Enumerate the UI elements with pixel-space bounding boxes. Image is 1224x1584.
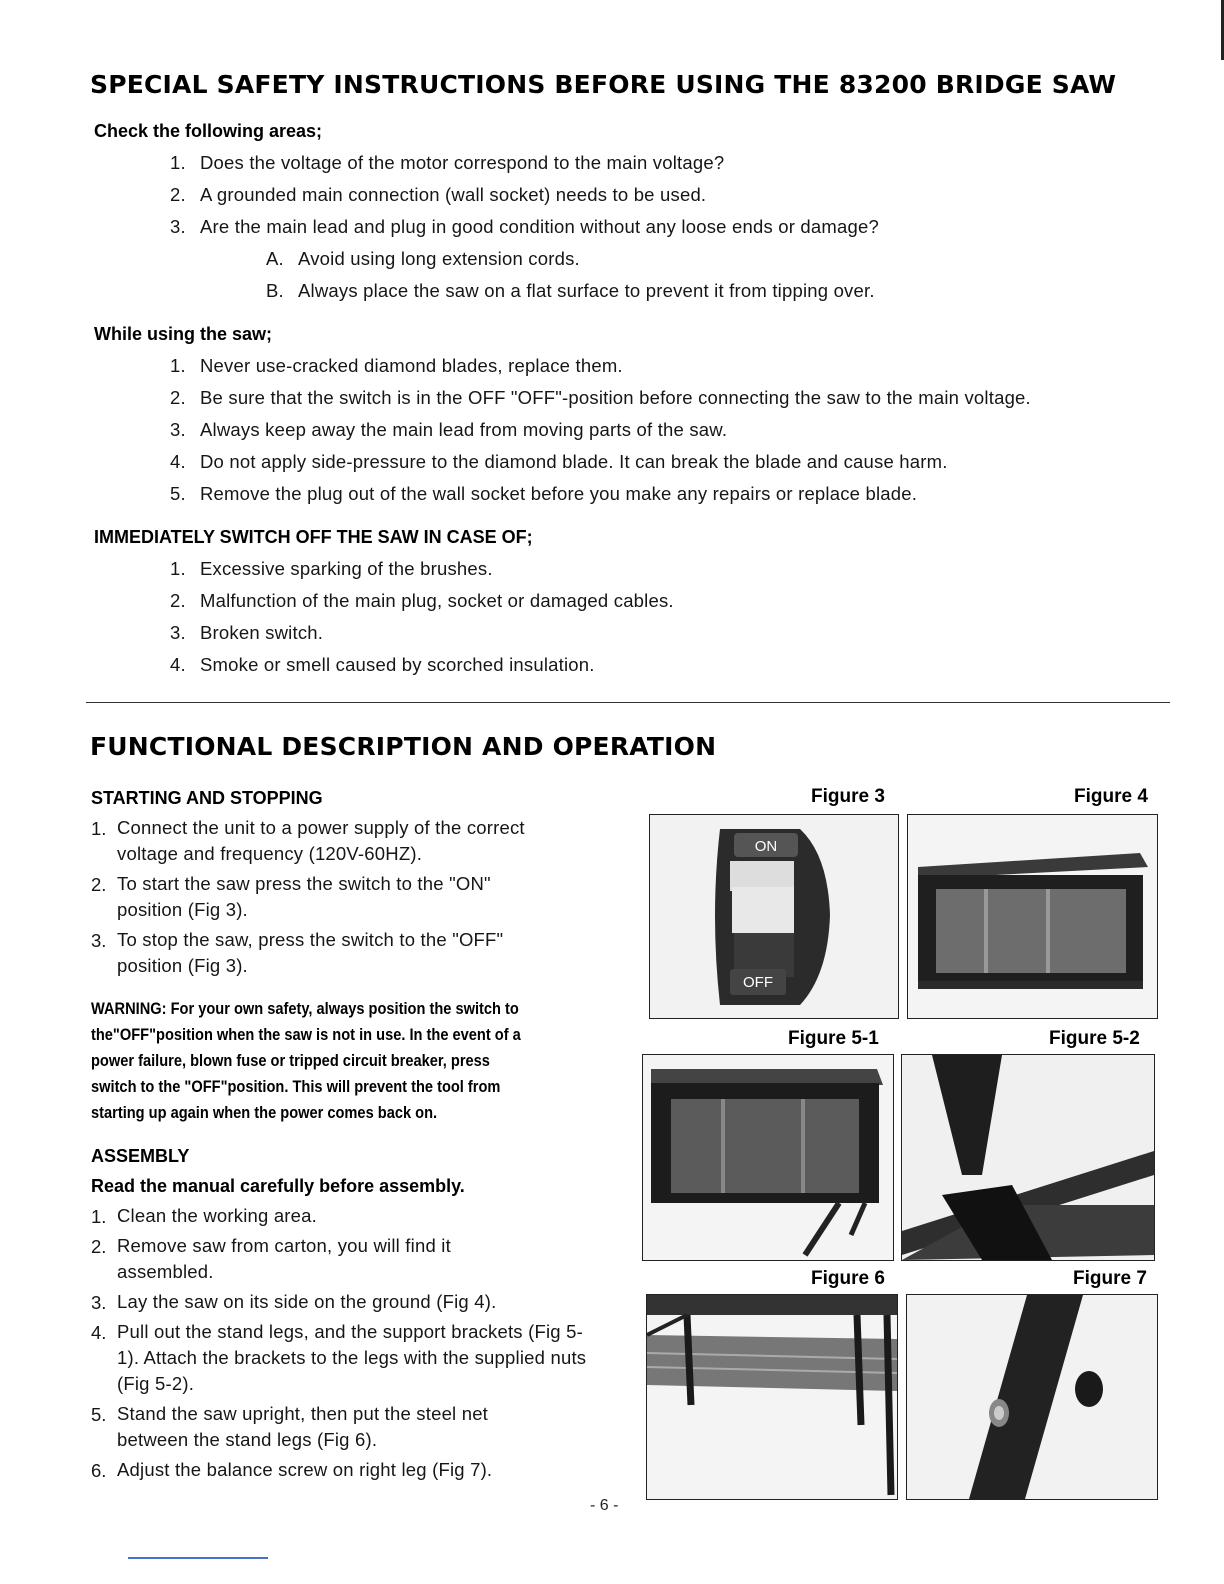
item-number: 4.	[170, 654, 186, 675]
functional-title: FUNCTIONAL DESCRIPTION AND OPERATION	[90, 732, 717, 761]
subitem-text: Always place the saw on a flat surface to prevent it from tipping over.	[298, 280, 875, 301]
list-subitem	[266, 248, 580, 270]
figure-6-image	[646, 1294, 898, 1500]
steel-net-photo	[647, 1295, 897, 1499]
item-text: To stop the saw, press the switch to the "OFF" position (Fig 3).	[117, 929, 504, 976]
item-text: Be sure that the switch is in the OFF "OFF"-position before connecting the saw to the main voltage.	[200, 387, 1031, 408]
subitem-letter: B.	[266, 280, 284, 301]
figure-7-image	[906, 1294, 1158, 1500]
item-number: 1.	[91, 1206, 107, 1227]
item-number: 1.	[170, 558, 186, 579]
subitem-text: Avoid using long extension cords.	[298, 248, 580, 269]
item-number: 2.	[91, 874, 107, 895]
item-text: Clean the working area.	[117, 1205, 317, 1226]
item-number: 5.	[170, 483, 186, 504]
list-item	[170, 451, 948, 473]
footer-mark	[128, 1557, 268, 1559]
list-item	[170, 387, 1031, 409]
item-number: 3.	[91, 930, 107, 951]
item-number: 2.	[170, 184, 186, 205]
item-number: 5.	[91, 1404, 107, 1425]
figure-3-image	[649, 814, 899, 1019]
assembly-heading: ASSEMBLY	[91, 1146, 190, 1166]
figure-7-label: Figure 7	[1073, 1268, 1147, 1289]
item-text: Lay the saw on its side on the ground (Fig 4).	[117, 1291, 497, 1312]
list-item	[170, 590, 674, 612]
item-text: Stand the saw upright, then put the steel net between the stand legs (Fig 6).	[117, 1403, 489, 1450]
item-number: 1.	[170, 152, 186, 173]
item-number: 3.	[170, 419, 186, 440]
item-text: Broken switch.	[200, 622, 324, 643]
item-text: Do not apply side-pressure to the diamond blade. It can break the blade and cause harm.	[200, 451, 948, 472]
list-item	[170, 152, 724, 174]
item-text: Does the voltage of the motor correspond to the main voltage?	[200, 152, 725, 173]
figure-5-1-label: Figure 5-1	[788, 1028, 879, 1049]
balance-screw-photo	[907, 1295, 1157, 1499]
subitem-letter: A.	[266, 248, 284, 269]
section-divider	[86, 702, 1170, 703]
item-text: Smoke or smell caused by scorched insulation.	[200, 654, 595, 675]
figure-3-label: Figure 3	[811, 786, 885, 807]
item-text: Always keep away the main lead from moving parts of the saw.	[200, 419, 728, 440]
list-item	[170, 622, 323, 644]
list-item	[170, 483, 917, 505]
figure-5-2-label: Figure 5-2	[1049, 1028, 1140, 1049]
switch-on-label: ON	[754, 838, 778, 855]
item-number: 4.	[170, 451, 186, 472]
bracket-nut-photo	[902, 1055, 1154, 1260]
item-number: 1.	[170, 355, 186, 376]
item-text: Are the main lead and plug in good condition without any loose ends or damage?	[200, 216, 879, 237]
item-number: 6.	[91, 1460, 107, 1481]
list-item	[170, 216, 879, 238]
saw-on-side-photo	[908, 815, 1157, 1018]
item-text: To start the saw press the switch to the "ON" position (Fig 3).	[117, 873, 491, 920]
stand-legs-photo	[643, 1055, 893, 1260]
list-subitem	[266, 280, 875, 302]
immediate-heading: IMMEDIATELY SWITCH OFF THE SAW IN CASE OF;	[94, 527, 533, 547]
check-heading: Check the following areas;	[94, 121, 323, 141]
starting-heading: STARTING AND STOPPING	[91, 788, 323, 808]
item-number: 3.	[91, 1292, 107, 1313]
warning-note: WARNING: For your own safety, always position the switch to the"OFF"position when the saw is not in use. In the event of a power failure, blown fuse or tripped circuit breaker, press switch to the "OFF"position. This will prevent the tool from starting up again when the power comes back on.	[91, 999, 521, 1122]
figure-5-2-image	[901, 1054, 1155, 1261]
item-text: Remove saw from carton, you will find it assembled.	[117, 1235, 451, 1282]
safety-title: SPECIAL SAFETY INSTRUCTIONS BEFORE USING THE 83200 BRIDGE SAW	[90, 70, 1117, 99]
item-number: 2.	[91, 1236, 107, 1257]
list-item	[170, 654, 595, 676]
figure-5-1-image	[642, 1054, 894, 1261]
figure-4-image	[907, 814, 1158, 1019]
while-heading: While using the saw;	[94, 324, 273, 344]
item-text: Remove the plug out of the wall socket before you make any repairs or replace blade.	[200, 483, 918, 504]
item-text: Never use-cracked diamond blades, replace them.	[200, 355, 623, 376]
figure-4-label: Figure 4	[1074, 786, 1148, 807]
item-text: Pull out the stand legs, and the support brackets (Fig 5-1). Attach the brackets to the legs with the supplied nuts (Fig 5-2).	[117, 1321, 587, 1394]
item-text: Malfunction of the main plug, socket or damaged cables.	[200, 590, 674, 611]
item-number: 3.	[170, 216, 186, 237]
assembly-subheading: Read the manual carefully before assembly.	[91, 1176, 465, 1196]
list-item	[170, 419, 727, 441]
list-item	[170, 558, 493, 580]
list-item	[170, 184, 706, 206]
switch-photo	[650, 815, 898, 1018]
list-item	[170, 355, 623, 377]
item-number: 2.	[170, 590, 186, 611]
switch-off-label: OFF	[743, 974, 773, 991]
item-number: 2.	[170, 387, 186, 408]
item-text: A grounded main connection (wall socket) needs to be used.	[200, 184, 707, 205]
item-text: Adjust the balance screw on right leg (Fig 7).	[117, 1459, 493, 1480]
item-number: 3.	[170, 622, 186, 643]
item-text: Connect the unit to a power supply of the correct voltage and frequency (120V-60HZ).	[117, 817, 525, 864]
figure-6-label: Figure 6	[811, 1268, 885, 1289]
item-number: 1.	[91, 818, 107, 839]
item-text: Excessive sparking of the brushes.	[200, 558, 493, 579]
item-number: 4.	[91, 1322, 107, 1343]
page-number: - 6 -	[590, 1497, 619, 1514]
